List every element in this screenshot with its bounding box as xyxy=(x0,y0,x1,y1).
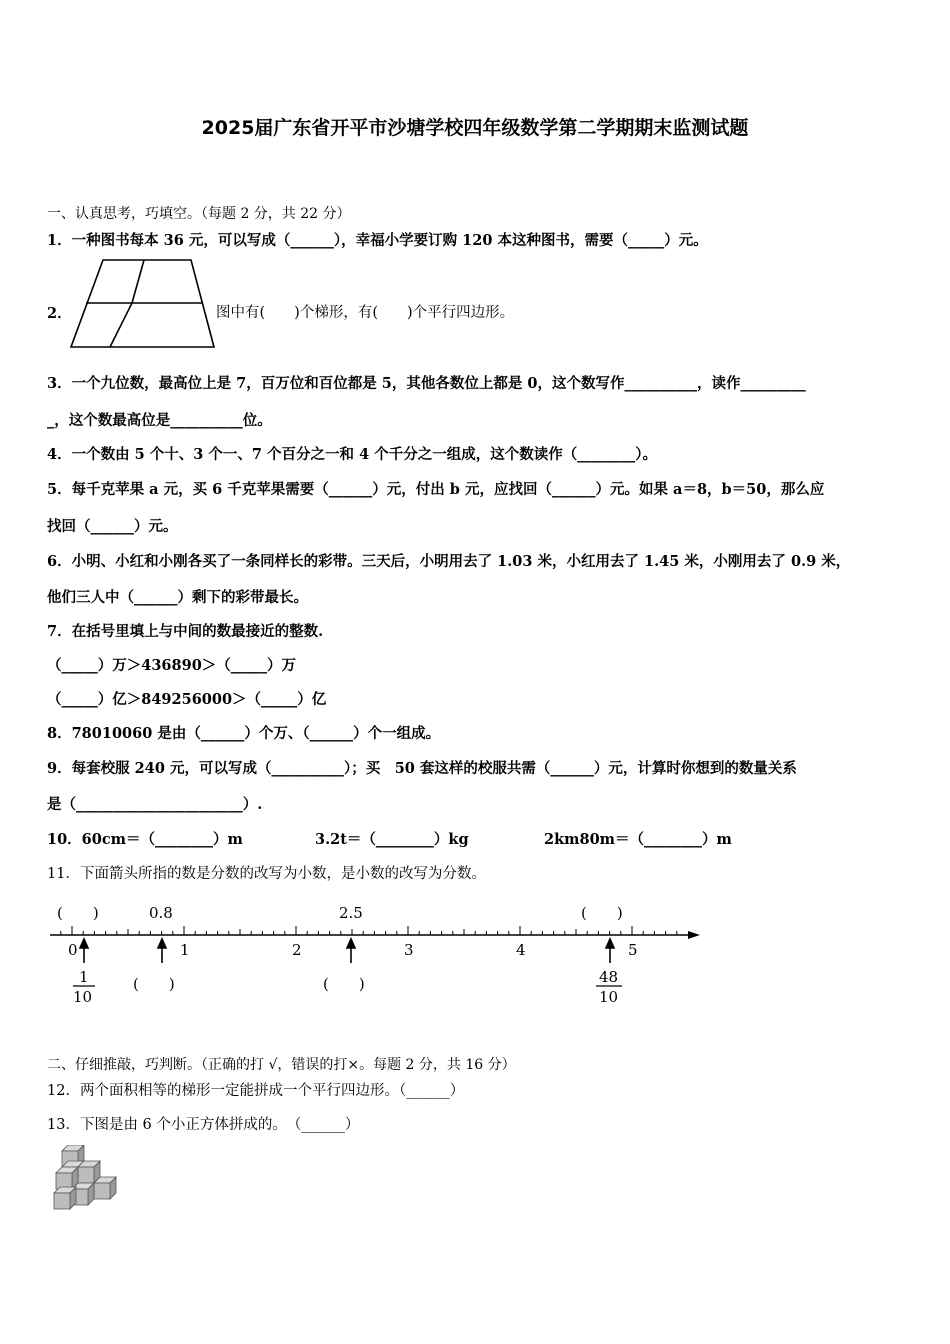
question-9-line1: 9．每套校服 240 元，可以写成（__________）；买 50 套这样的校服共需（______）元，计算时你想到的数量关系 xyxy=(47,760,797,777)
number-line-figure xyxy=(40,895,710,1015)
tick-label-3: 3 xyxy=(404,941,414,959)
question-3-line1: 3．一个九位数，最高位上是 7，百万位和百位都是 5，其他各数位上都是 0，这个数写作__________，读作_________ xyxy=(47,375,806,392)
number-line-arrowhead xyxy=(688,931,700,939)
tick-label-4: 4 xyxy=(516,941,526,959)
fraction-2-numerator: 48 xyxy=(599,968,619,986)
arrow-3-head xyxy=(347,939,355,948)
section1-header: 一、认真思考，巧填空。（每题 2 分，共 22 分） xyxy=(47,206,351,222)
question-10-part-c: 2km80m＝（________）m xyxy=(544,831,732,848)
question-6-line2: 他们三人中（______）剩下的彩带最长。 xyxy=(47,589,308,606)
question-2-text: 图中有( )个梯形，有( )个平行四边形。 xyxy=(216,305,515,321)
top-label-2-5: 2.5 xyxy=(339,904,363,922)
question-9-line2: 是（_______________________）. xyxy=(47,796,263,813)
arrow-1-head xyxy=(80,939,88,948)
question-5-line2: 找回（______）元。 xyxy=(47,518,178,535)
question-2-number: 2． xyxy=(47,305,72,322)
cube-bottom-right xyxy=(94,1177,116,1199)
page-title: 2025届广东省开平市沙塘学校四年级数学第二学期期末监测试题 xyxy=(201,117,749,139)
question-4: 4．一个数由 5 个十、3 个一、7 个百分之一和 4 个千分之一组成，这个数读作（________）。 xyxy=(47,446,657,463)
fraction-1-numerator: 1 xyxy=(79,968,89,986)
question-10-part-a: 10．60cm＝（________）m xyxy=(47,831,243,848)
top-label-blank-2: ( ) xyxy=(581,904,623,922)
tick-label-1: 1 xyxy=(180,941,190,959)
cube-middle-front xyxy=(56,1167,78,1189)
cubes-figure xyxy=(50,1145,120,1211)
trapezoid-figure xyxy=(68,258,218,353)
fraction-1-denominator: 10 xyxy=(73,988,93,1006)
question-8: 8．78010060 是由（______）个万、（______）个一组成。 xyxy=(47,725,441,742)
question-6-line1: 6．小明、小红和小刚各买了一条同样长的彩带。三天后，小明用去了 1.03 米，小红用去了 1.45 米，小刚用去了 0.9 米， xyxy=(47,553,851,570)
question-7-line3: （_____）亿＞849256000＞（_____）亿 xyxy=(47,691,327,708)
tick-label-0: 0 xyxy=(68,941,78,959)
tick-label-2: 2 xyxy=(292,941,302,959)
question-5-line1: 5．每千克苹果 a 元，买 6 千克苹果需要（______）元，付出 b 元，应找回（______）元。如果 a＝8，b＝50，那么应 xyxy=(47,481,825,498)
top-label-0-8: 0.8 xyxy=(149,904,173,922)
question-7-line1: 7．在括号里填上与中间的数最接近的整数. xyxy=(47,623,324,640)
question-7-line2: （_____）万＞436890＞（_____）万 xyxy=(47,657,297,674)
fraction-2-denominator: 10 xyxy=(599,988,619,1006)
question-11-text: 11．下面箭头所指的数是分数的改写为小数，是小数的改写为分数。 xyxy=(47,866,486,882)
question-1: 1．一种图书每本 36 元，可以写成（______），幸福小学要订购 120 本这种图书，需要（_____）元。 xyxy=(47,232,708,249)
bottom-blank-2: ( ) xyxy=(323,975,365,993)
question-10-part-b: 3.2t＝（________）kg xyxy=(315,831,469,848)
cube-bottom-left xyxy=(54,1187,76,1209)
bottom-blank-1: ( ) xyxy=(133,975,175,993)
top-label-blank-1: ( ) xyxy=(57,904,99,922)
cube-middle-right xyxy=(78,1161,100,1183)
question-3-line2: _，这个数最高位是__________位。 xyxy=(47,412,272,429)
figure-upper-diagonal xyxy=(132,260,144,303)
arrow-4-head xyxy=(606,939,614,948)
tick-label-5: 5 xyxy=(628,941,638,959)
arrow-2-head xyxy=(158,939,166,948)
figure-lower-diagonal xyxy=(110,303,132,347)
section2-header: 二、仔细推敲，巧判断。（正确的打 √，错误的打×。每题 2 分，共 16 分） xyxy=(47,1057,516,1073)
question-12: 12．两个面积相等的梯形一定能拼成一个平行四边形。（______） xyxy=(47,1083,465,1099)
question-13: 13．下图是由 6 个小正方体拼成的。 （______） xyxy=(47,1117,360,1133)
